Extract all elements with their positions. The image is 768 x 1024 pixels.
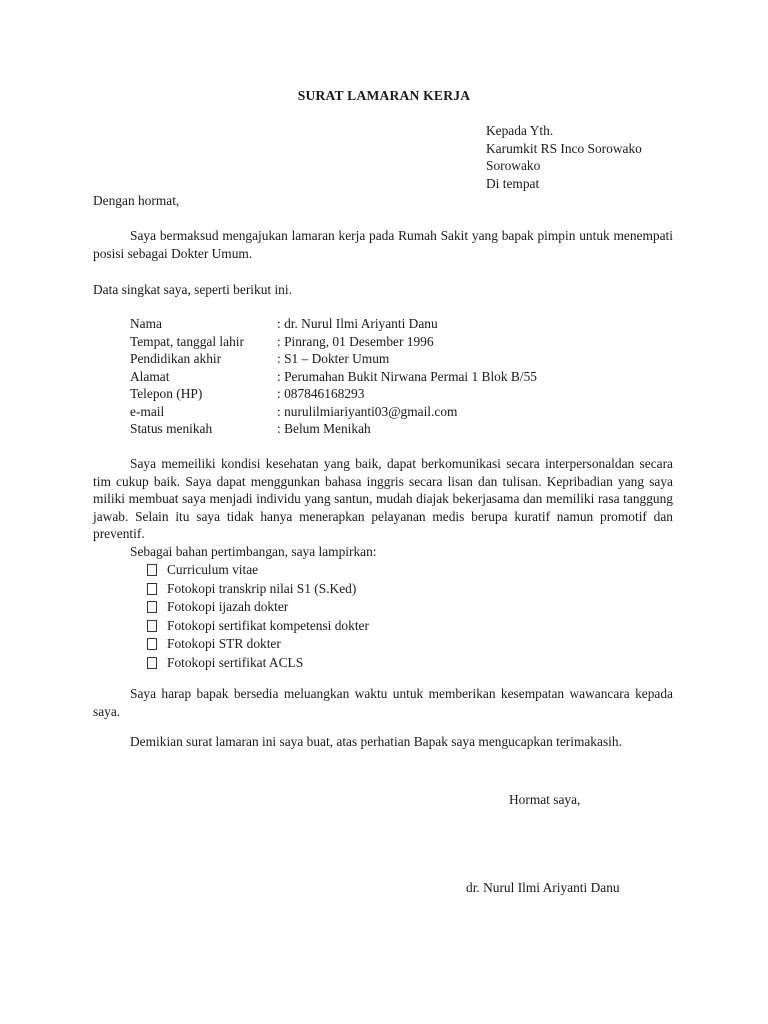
info-row-email [130, 403, 537, 421]
closing-greeting: Hormat saya, [509, 792, 581, 807]
list-item [147, 635, 369, 654]
info-label: Telepon (HP) [130, 386, 203, 401]
recipient-line: Di tempat [486, 175, 540, 191]
info-label: Pendidikan akhir [130, 351, 222, 366]
info-row-education [130, 350, 537, 368]
personal-info [130, 315, 537, 438]
attachment-label: Fotokopi transkrip nilai S1 (S.Ked) [167, 580, 357, 596]
salutation: Dengan hormat, [93, 193, 180, 208]
list-item [147, 598, 369, 617]
info-label: e-mail [130, 403, 165, 419]
paragraph-interview-request: Saya harap bapak bersedia meluangkan waktu untuk memberikan kesempatan wawancara kepada saya. [93, 686, 673, 719]
checkbox-empty-icon [147, 638, 157, 650]
info-label: Alamat [130, 368, 170, 384]
info-value: : dr. Nurul Ilmi Ariyanti Danu [277, 316, 438, 331]
info-row-name [130, 315, 537, 333]
info-label: Status menikah [130, 421, 213, 436]
list-item [147, 617, 369, 636]
recipient-line: Kepada Yth. [486, 123, 554, 138]
checkbox-empty-icon [147, 583, 157, 595]
attachments-list [147, 561, 369, 673]
checkbox-empty-icon [147, 657, 157, 669]
info-value: : Perumahan Bukit Nirwana Permai 1 Blok B/55 [277, 368, 537, 384]
paragraph-intent: Saya bermaksud mengajukan lamaran kerja pada Rumah Sakit yang bapak pimpin untuk menempati posisi sebagai Dokter Umum. [93, 228, 673, 261]
info-label: Tempat, tanggal lahir [130, 333, 244, 349]
info-value: : Pinrang, 01 Desember 1996 [277, 333, 434, 349]
signature-name: dr. Nurul Ilmi Ariyanti Danu [466, 880, 620, 895]
attachment-label: Fotokopi STR dokter [167, 636, 281, 652]
checkbox-empty-icon [147, 620, 157, 632]
data-intro: Data singkat saya, seperti berikut ini. [93, 282, 292, 297]
info-value: : Belum Menikah [277, 421, 371, 436]
checkbox-empty-icon [147, 601, 157, 613]
paragraph-qualifications: Saya memeiliki kondisi kesehatan yang baik, dapat berkomunikasi secara interpersonaldan secara tim cukup baik. Saya dapat menggunkan bahasa inggris secara lisan dan tulisan. Kepribadian yang saya miliki membuat saya menjadi individu yang santun, mudah diajak bekerjasama dan memiliki rasa tanggung jawab. Selain itu saya tidak hanya menerapkan pelayanan medis berupa kuratif namun promotif dan preventif. [93, 456, 673, 541]
checkbox-empty-icon [147, 564, 157, 576]
info-row-marital [130, 420, 537, 438]
attachment-label: Curriculum vitae [167, 562, 259, 577]
list-item [147, 561, 369, 580]
list-item [147, 580, 369, 599]
recipient-block [486, 122, 642, 192]
attachment-label: Fotokopi sertifikat ACLS [167, 654, 304, 670]
info-label: Nama [130, 316, 162, 331]
info-value: : nurulilmiariyanti03@gmail.com [277, 403, 458, 419]
list-item [147, 654, 369, 673]
attachment-label: Fotokopi ijazah dokter [167, 599, 289, 615]
recipient-line: Karumkit RS Inco Sorowako [486, 140, 642, 156]
info-row-birth [130, 333, 537, 351]
info-row-address [130, 368, 537, 386]
info-value: : 087846168293 [277, 386, 365, 401]
info-value: : S1 – Dokter Umum [277, 351, 390, 366]
recipient-line: Sorowako [486, 158, 541, 173]
paragraph-closing: Demikian surat lamaran ini saya buat, atas perhatian Bapak saya mengucapkan terimakasih. [130, 734, 622, 749]
letter-title: SURAT LAMARAN KERJA [297, 88, 471, 103]
attachments-intro: Sebagai bahan pertimbangan, saya lampirkan: [130, 544, 377, 559]
attachment-label: Fotokopi sertifikat kompetensi dokter [167, 617, 369, 633]
info-row-phone [130, 385, 537, 403]
